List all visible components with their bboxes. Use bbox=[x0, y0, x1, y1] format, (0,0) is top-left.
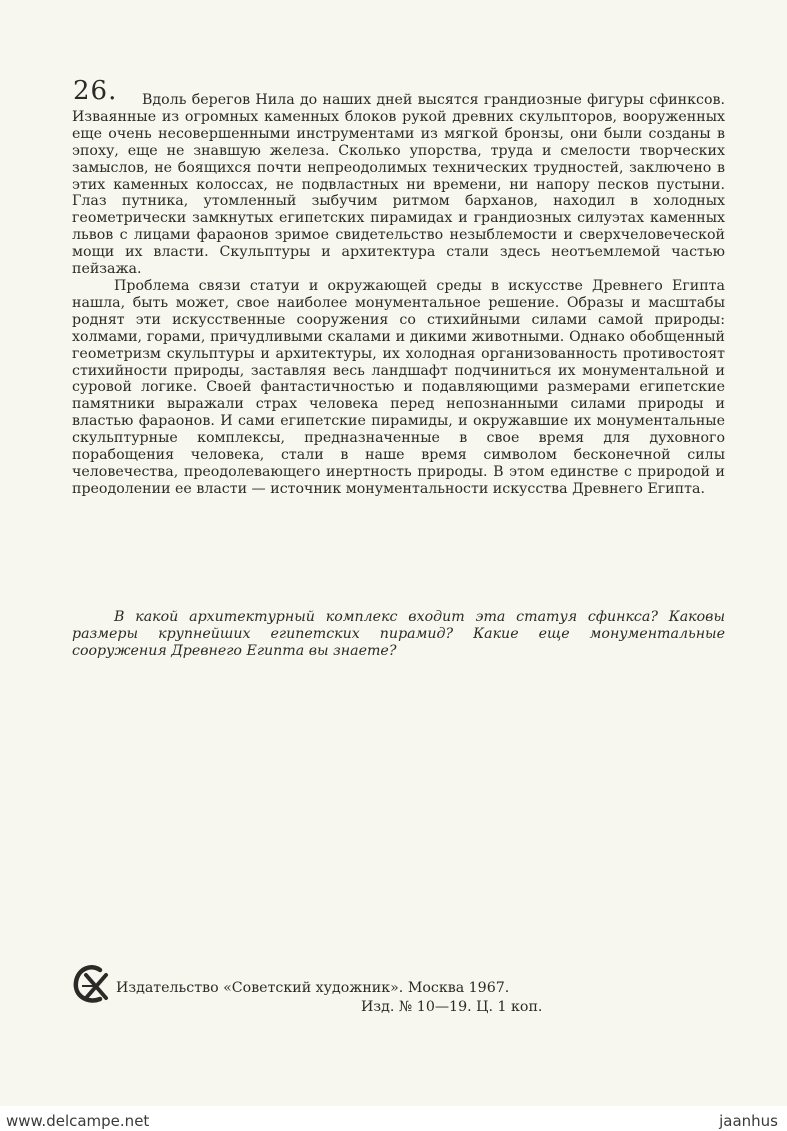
publisher-line: Издательство «Советский художник». Москва 1967. bbox=[116, 980, 510, 996]
description-text bbox=[72, 92, 725, 498]
watermark-right: jaanhus bbox=[719, 1112, 778, 1130]
watermark-left: www.delcampe.net bbox=[6, 1112, 150, 1130]
paragraph-2: Проблема связи статуи и окружающей среды в искусстве Древнего Египта нашла, быть может, свое наиболее монументальное решение. Образы и масштабы роднят эти искусственные сооружения со стихийными силами самой природы: холмами, горами, причудливыми скалами и дикими животными. Однако обобщенный геометризм скульптуры и архитектуры, их холодная организованность противостоят стихийности природы, заставляя весь ландшафт подчиниться их монументальной и суровой логике. Своей фантастичностью и подавляющими размерами египетские памятники выражали страх человека перед непознанными силами природы и властью фараонов. И сами египетские пирамиды, и окружавшие их монументальные скульптурные комплексы, предназначенные в свое время для духовного порабощения человека, стали в наше время символом бесконечной силы человечества, преодолевающего инертность природы. В этом единстве с природой и преодолении ее власти — источник монументальности искусства Древнего Египта. bbox=[72, 277, 725, 497]
paragraph-1: Вдоль берегов Нила до наших дней высятся грандиозные фигуры сфинксов. Изваянные из огромных каменных блоков рукой древних скульпторов, вооруженных еще очень несовершенными инструментами из мягкой бронзы, они были созданы в эпоху, еще не знавшую железа. Сколько упорства, труда и смелости творческих замыслов, не боящихся почти непреодолимых технических трудностей, заключено в этих каменных колоссах, не подвластных ни времени, ни напору песков пустыни. Глаз путника, утомленный зыбучим ритмом барханов, находил в холодных геометрически замкнутых египетских пирамидах и грандиозных силуэтах каменных львов с лицами фараонов зримое свидетельство незыблемости и сверхчеловеческой мощи их власти. Скульптуры и архитектура стали здесь неотъемлемой частью пейзажа. bbox=[72, 92, 725, 278]
edition-line: Изд. № 10—19. Ц. 1 коп. bbox=[361, 999, 543, 1015]
card-number: 26. bbox=[73, 76, 118, 106]
sovetsky-khudozhnik-logo-icon bbox=[70, 962, 112, 1008]
study-questions: В какой архитектурный комплекс входит эта статуя сфинкса? Каковы размеры крупнейших египетских пирамид? Какие еще монументальные сооружения Древнего Египта вы знаете? bbox=[72, 609, 725, 659]
publisher-info bbox=[70, 962, 630, 1022]
